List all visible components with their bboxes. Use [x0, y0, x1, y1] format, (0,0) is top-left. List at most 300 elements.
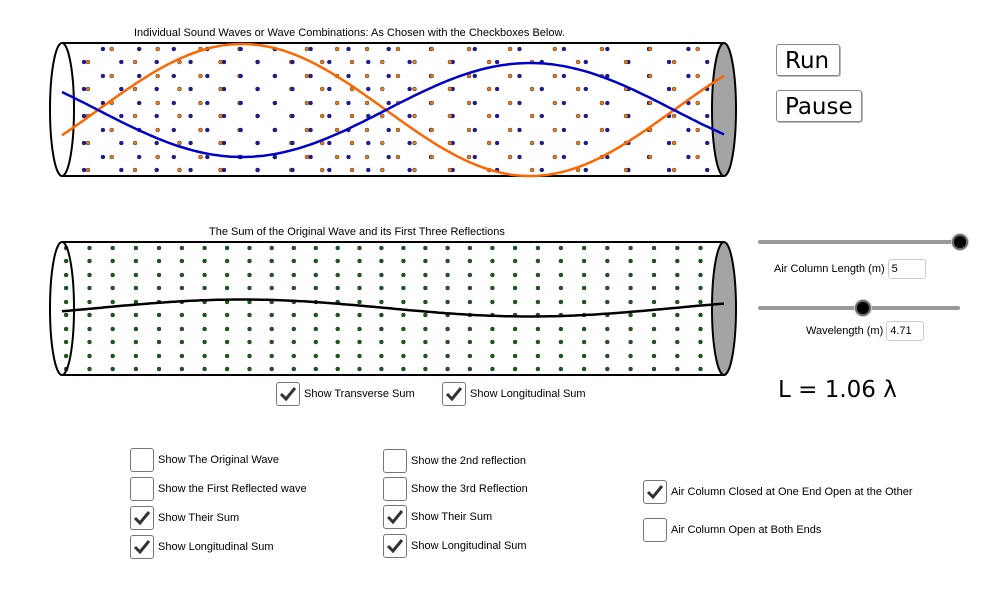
longitudinal-dot-orange [350, 114, 354, 118]
longitudinal-dot-green [180, 286, 184, 290]
longitudinal-dot-blue [172, 155, 176, 159]
checkbox-label[interactable]: Show Their Sum [158, 512, 240, 524]
top-tube-closed-end-cap [712, 43, 736, 176]
checkbox-box[interactable] [383, 449, 407, 473]
longitudinal-dot-green [490, 340, 494, 344]
longitudinal-dot-blue [686, 74, 690, 78]
open-both-ends-checkbox[interactable] [643, 518, 821, 542]
longitudinal-dot-orange [335, 128, 339, 132]
top-panel-title: Individual Sound Waves or Wave Combinations: As Chosen with the Checkboxes Below. [134, 27, 565, 39]
longitudinal-dot-green [468, 259, 472, 263]
longitudinal-dot-blue [189, 141, 193, 145]
longitudinal-dot-orange [320, 114, 324, 118]
checkbox-label[interactable]: Air Column Closed at One End Open at the Other [671, 486, 913, 498]
longitudinal-dot-blue [473, 155, 477, 159]
longitudinal-dot-green [292, 354, 296, 358]
checkbox-label[interactable]: Show the 3rd Reflection [411, 483, 528, 495]
longitudinal-dot-blue [222, 87, 226, 91]
longitudinal-dot-green [490, 259, 494, 263]
longitudinal-dot-green [652, 300, 656, 304]
longitudinal-dot-blue [172, 128, 176, 132]
longitudinal-dot-green [536, 367, 540, 371]
longitudinal-dot-green [401, 367, 405, 371]
longitudinal-dot-blue [473, 47, 477, 51]
checkbox-label[interactable]: Show Transverse Sum [304, 388, 415, 400]
longitudinal-dot-green [699, 300, 703, 304]
longitudinal-dot-orange [156, 101, 160, 105]
longitudinal-dot-green [652, 327, 656, 331]
longitudinal-dot-green [605, 259, 609, 263]
longitudinal-dot-green [270, 286, 274, 290]
air-column-length-slider[interactable] [758, 234, 960, 250]
longitudinal-dot-blue [137, 47, 141, 51]
pause-button[interactable]: Pause [776, 90, 862, 122]
longitudinal-dot-green [180, 327, 184, 331]
longitudinal-dot-green [88, 286, 92, 290]
longitudinal-dot-blue [155, 141, 159, 145]
longitudinal-dot-green [490, 327, 494, 331]
longitudinal-dot-green [64, 313, 68, 317]
air-column-length-field [774, 259, 926, 279]
longitudinal-dot-green [248, 286, 252, 290]
longitudinal-dot-green [358, 327, 362, 331]
longitudinal-dot-orange [86, 141, 90, 145]
longitudinal-dot-green [64, 273, 68, 277]
longitudinal-dot-blue [172, 74, 176, 78]
longitudinal-dot-orange [110, 155, 114, 159]
air-column-length-slider-track[interactable] [758, 240, 960, 244]
longitudinal-dot-green [358, 367, 362, 371]
checkbox-label[interactable]: Show Longitudinal Sum [470, 388, 586, 400]
longitudinal-dot-orange [430, 155, 434, 159]
longitudinal-dot-green [180, 354, 184, 358]
longitudinal-dot-orange [696, 128, 700, 132]
longitudinal-dot-green [446, 286, 450, 290]
longitudinal-dot-blue [256, 141, 260, 145]
longitudinal-dot-green [64, 327, 68, 331]
longitudinal-dot-green [134, 313, 138, 317]
longitudinal-dot-green [292, 327, 296, 331]
longitudinal-dot-green [490, 354, 494, 358]
longitudinal-dot-green [605, 246, 609, 250]
longitudinal-dot-orange [487, 114, 491, 118]
longitudinal-dot-blue [408, 87, 412, 91]
longitudinal-dot-green [559, 300, 563, 304]
longitudinal-dot-green [652, 313, 656, 317]
longitudinal-dot-blue [705, 168, 709, 172]
longitudinal-dot-green [582, 246, 586, 250]
longitudinal-dot-blue [82, 60, 86, 64]
longitudinal-dot-blue [408, 60, 412, 64]
longitudinal-dot-green [379, 327, 383, 331]
longitudinal-dot-blue [222, 114, 226, 118]
longitudinal-dot-orange [508, 128, 512, 132]
longitudinal-dot-orange [487, 60, 491, 64]
longitudinal-dot-green [248, 273, 252, 277]
longitudinal-dot-green [582, 273, 586, 277]
longitudinal-dot-blue [222, 168, 226, 172]
longitudinal-dot-green [111, 259, 115, 263]
show-their-sum-checkbox-2[interactable] [383, 505, 492, 529]
checkbox-box[interactable] [643, 518, 667, 542]
longitudinal-dot-green [248, 246, 252, 250]
longitudinal-dot-blue [119, 87, 123, 91]
longitudinal-dot-orange [672, 60, 676, 64]
longitudinal-dot-orange [413, 141, 417, 145]
longitudinal-dot-blue [705, 141, 709, 145]
longitudinal-dot-green [699, 340, 703, 344]
checkbox-box[interactable] [130, 535, 154, 559]
checkbox-label[interactable]: Show Their Sum [411, 511, 493, 523]
longitudinal-dot-orange [648, 74, 652, 78]
longitudinal-dot-orange [178, 87, 182, 91]
wavelength-slider-knob[interactable] [855, 300, 871, 316]
longitudinal-dot-orange [576, 87, 580, 91]
longitudinal-dot-green [652, 246, 656, 250]
checkbox-box[interactable] [383, 477, 407, 501]
checkbox-box[interactable] [130, 506, 154, 530]
longitudinal-dot-green [699, 273, 703, 277]
longitudinal-dot-green [88, 367, 92, 371]
check-mark-icon [133, 510, 151, 526]
checkbox-box[interactable] [383, 505, 407, 529]
longitudinal-dot-green [358, 286, 362, 290]
longitudinal-dot-orange [86, 87, 90, 91]
longitudinal-dot-blue [540, 114, 544, 118]
longitudinal-dot-blue [540, 87, 544, 91]
checkbox-label[interactable]: Show the First Reflected wave [158, 483, 307, 495]
show-transverse-sum-checkbox[interactable] [276, 382, 415, 406]
longitudinal-dot-green [358, 354, 362, 358]
longitudinal-dot-green [423, 354, 427, 358]
longitudinal-dot-blue [137, 155, 141, 159]
longitudinal-dot-green [88, 340, 92, 344]
checkbox-label[interactable]: Show the 2nd reflection [411, 455, 526, 467]
longitudinal-dot-blue [273, 101, 277, 105]
longitudinal-dot-orange [530, 114, 534, 118]
longitudinal-dot-blue [291, 87, 295, 91]
longitudinal-dot-green [401, 246, 405, 250]
length-wavelength-ratio: L = 1.06 λ [778, 377, 897, 403]
longitudinal-dot-blue [387, 128, 391, 132]
checkbox-box[interactable] [130, 477, 154, 501]
longitudinal-dot-green [225, 354, 229, 358]
longitudinal-dot-green [582, 354, 586, 358]
longitudinal-dot-blue [584, 168, 588, 172]
air-column-length-slider-knob[interactable] [952, 234, 968, 250]
longitudinal-dot-green [536, 300, 540, 304]
longitudinal-dot-blue [584, 87, 588, 91]
longitudinal-dot-orange [530, 141, 534, 145]
air-column-length-input[interactable] [888, 259, 926, 279]
longitudinal-dot-green [446, 354, 450, 358]
longitudinal-dot-blue [101, 128, 105, 132]
longitudinal-dot-blue [309, 101, 313, 105]
longitudinal-dot-green [292, 246, 296, 250]
longitudinal-dot-blue [686, 155, 690, 159]
longitudinal-dot-orange [86, 168, 90, 172]
longitudinal-dot-blue [327, 87, 331, 91]
longitudinal-dot-green [699, 354, 703, 358]
longitudinal-dot-green [379, 286, 383, 290]
closed-one-end-checkbox[interactable] [643, 480, 913, 504]
bottom-tube-left-opening [50, 242, 74, 375]
longitudinal-dot-green [203, 340, 207, 344]
longitudinal-dot-orange [624, 60, 628, 64]
checkbox-box[interactable] [276, 382, 300, 406]
longitudinal-dot-green [314, 273, 318, 277]
longitudinal-dot-green [582, 340, 586, 344]
longitudinal-dot-blue [540, 168, 544, 172]
longitudinal-dot-orange [365, 128, 369, 132]
longitudinal-dot-green [699, 246, 703, 250]
longitudinal-dot-orange [380, 141, 384, 145]
checkbox-label[interactable]: Show Longitudinal Sum [411, 540, 527, 552]
longitudinal-dot-green [446, 340, 450, 344]
longitudinal-dot-green [248, 367, 252, 371]
longitudinal-dot-orange [672, 87, 676, 91]
longitudinal-dot-orange [576, 114, 580, 118]
checkbox-box[interactable] [442, 382, 466, 406]
longitudinal-dot-blue [101, 47, 105, 51]
longitudinal-dot-blue [605, 101, 609, 105]
longitudinal-dot-green [180, 313, 184, 317]
longitudinal-dot-orange [396, 47, 400, 51]
show-2nd-reflection-checkbox[interactable] [383, 449, 526, 473]
longitudinal-dot-blue [605, 47, 609, 51]
longitudinal-dot-green [379, 340, 383, 344]
longitudinal-dot-blue [473, 128, 477, 132]
longitudinal-dot-blue [366, 87, 370, 91]
longitudinal-dot-blue [387, 155, 391, 159]
longitudinal-dot-green [699, 286, 703, 290]
longitudinal-dot-green [652, 273, 656, 277]
longitudinal-dot-green [652, 286, 656, 290]
longitudinal-dot-orange [448, 87, 452, 91]
longitudinal-dot-blue [82, 87, 86, 91]
longitudinal-dot-green [446, 273, 450, 277]
longitudinal-dot-green [88, 300, 92, 304]
longitudinal-dot-green [423, 313, 427, 317]
longitudinal-dot-green [699, 327, 703, 331]
longitudinal-dot-orange [467, 101, 471, 105]
wavelength-slider[interactable] [758, 300, 960, 316]
longitudinal-dot-blue [189, 168, 193, 172]
run-button[interactable]: Run [776, 44, 840, 76]
longitudinal-dot-blue [667, 141, 671, 145]
longitudinal-dot-green [134, 354, 138, 358]
wavelength-input[interactable] [886, 321, 924, 341]
longitudinal-dot-orange [672, 168, 676, 172]
longitudinal-dot-green [88, 354, 92, 358]
longitudinal-dot-green [513, 354, 517, 358]
longitudinal-dot-green [336, 313, 340, 317]
longitudinal-dot-orange [178, 168, 182, 172]
longitudinal-dot-orange [133, 114, 137, 118]
longitudinal-dot-green [536, 286, 540, 290]
longitudinal-dot-green [111, 340, 115, 344]
longitudinal-dot-green [468, 246, 472, 250]
longitudinal-dot-green [582, 300, 586, 304]
longitudinal-dot-orange [133, 168, 137, 172]
longitudinal-dot-blue [172, 101, 176, 105]
longitudinal-dot-blue [119, 141, 123, 145]
longitudinal-dot-green [379, 259, 383, 263]
longitudinal-dot-green [401, 259, 405, 263]
check-mark-icon [646, 484, 664, 500]
longitudinal-dot-green [314, 313, 318, 317]
longitudinal-dot-blue [189, 87, 193, 91]
longitudinal-dot-green [675, 340, 679, 344]
checkbox-label[interactable]: Air Column Open at Both Ends [671, 524, 822, 536]
longitudinal-dot-orange [508, 47, 512, 51]
longitudinal-dot-blue [667, 168, 671, 172]
longitudinal-dot-orange [508, 101, 512, 105]
longitudinal-dot-green [336, 327, 340, 331]
show-longitudinal-sum-checkbox-2[interactable] [383, 534, 527, 558]
longitudinal-dot-orange [430, 101, 434, 105]
longitudinal-dot-orange [110, 128, 114, 132]
longitudinal-dot-green [270, 327, 274, 331]
longitudinal-dot-green [490, 300, 494, 304]
longitudinal-dot-orange [133, 87, 137, 91]
longitudinal-dot-blue [101, 155, 105, 159]
longitudinal-dot-green [379, 300, 383, 304]
longitudinal-dot-orange [600, 128, 604, 132]
longitudinal-dot-green [675, 286, 679, 290]
longitudinal-dot-green [536, 259, 540, 263]
first-sum-wave-curve [62, 44, 724, 176]
longitudinal-dot-blue [347, 101, 351, 105]
longitudinal-dot-green [699, 367, 703, 371]
longitudinal-dot-green [292, 273, 296, 277]
longitudinal-dot-orange [156, 155, 160, 159]
longitudinal-dot-green [64, 354, 68, 358]
longitudinal-dot-green [134, 273, 138, 277]
longitudinal-dot-blue [327, 114, 331, 118]
longitudinal-dot-blue [82, 168, 86, 172]
longitudinal-dot-orange [199, 74, 203, 78]
longitudinal-dot-blue [273, 128, 277, 132]
longitudinal-dot-green [64, 300, 68, 304]
longitudinal-dot-orange [86, 60, 90, 64]
longitudinal-dot-green [536, 273, 540, 277]
longitudinal-dot-green [513, 367, 517, 371]
longitudinal-dot-orange [305, 155, 309, 159]
show-their-sum-checkbox-1[interactable] [130, 506, 239, 530]
longitudinal-dot-green [423, 273, 427, 277]
longitudinal-dot-green [111, 313, 115, 317]
longitudinal-dot-green [423, 340, 427, 344]
longitudinal-dot-orange [413, 114, 417, 118]
checkbox-box[interactable] [130, 448, 154, 472]
longitudinal-dot-orange [696, 47, 700, 51]
longitudinal-dot-blue [495, 114, 499, 118]
longitudinal-dot-green [314, 246, 318, 250]
longitudinal-dot-orange [365, 47, 369, 51]
longitudinal-dot-green [401, 327, 405, 331]
longitudinal-dot-blue [408, 141, 412, 145]
longitudinal-dot-green [652, 367, 656, 371]
longitudinal-dot-orange [413, 168, 417, 172]
longitudinal-dot-orange [467, 47, 471, 51]
longitudinal-dot-blue [495, 87, 499, 91]
longitudinal-dot-green [203, 313, 207, 317]
longitudinal-dot-blue [222, 60, 226, 64]
longitudinal-dot-blue [291, 141, 295, 145]
longitudinal-dot-blue [189, 114, 193, 118]
longitudinal-dot-green [490, 246, 494, 250]
longitudinal-dot-orange [576, 141, 580, 145]
longitudinal-dot-green [292, 367, 296, 371]
check-mark-icon [279, 386, 297, 402]
show-first-reflected-wave-checkbox[interactable] [130, 477, 307, 501]
longitudinal-dot-blue [256, 87, 260, 91]
longitudinal-dot-orange [430, 128, 434, 132]
longitudinal-dot-green [203, 286, 207, 290]
longitudinal-dot-green [490, 286, 494, 290]
longitudinal-dot-orange [199, 101, 203, 105]
longitudinal-dot-blue [309, 155, 313, 159]
longitudinal-dot-green [314, 340, 318, 344]
longitudinal-dot-green [699, 259, 703, 263]
longitudinal-dot-green [270, 354, 274, 358]
longitudinal-dot-green [358, 313, 362, 317]
longitudinal-dot-green [629, 327, 633, 331]
longitudinal-dot-blue [155, 87, 159, 91]
longitudinal-dot-blue [540, 141, 544, 145]
checkbox-box[interactable] [643, 480, 667, 504]
check-mark-icon [386, 509, 404, 525]
checkbox-label[interactable]: Show Longitudinal Sum [158, 541, 274, 553]
longitudinal-dot-green [111, 354, 115, 358]
longitudinal-dot-green [559, 259, 563, 263]
longitudinal-dot-green [605, 367, 609, 371]
show-original-wave-checkbox[interactable] [130, 448, 279, 472]
show-longitudinal-sum-checkbox-1[interactable] [130, 535, 274, 559]
checkbox-box[interactable] [383, 534, 407, 558]
longitudinal-dot-green [111, 367, 115, 371]
show-3rd-reflection-checkbox[interactable] [383, 477, 528, 501]
longitudinal-dot-blue [205, 155, 209, 159]
longitudinal-dot-green [559, 367, 563, 371]
longitudinal-dot-green [605, 273, 609, 277]
longitudinal-dot-blue [273, 155, 277, 159]
longitudinal-dot-green [605, 300, 609, 304]
longitudinal-dot-green [379, 273, 383, 277]
longitudinal-dot-green [675, 327, 679, 331]
longitudinal-dot-green [401, 340, 405, 344]
longitudinal-dot-green [336, 246, 340, 250]
longitudinal-dot-green [225, 246, 229, 250]
longitudinal-dot-orange [448, 60, 452, 64]
longitudinal-dot-orange [600, 47, 604, 51]
longitudinal-dot-green [629, 259, 633, 263]
longitudinal-dot-blue [473, 101, 477, 105]
longitudinal-dot-green [446, 259, 450, 263]
bottom-tube-closed-end-cap [712, 242, 736, 375]
longitudinal-dot-green [225, 273, 229, 277]
show-longitudinal-sum-checkbox[interactable] [442, 382, 586, 406]
longitudinal-dot-green [292, 286, 296, 290]
longitudinal-dot-orange [365, 74, 369, 78]
longitudinal-dot-green [111, 327, 115, 331]
longitudinal-dot-blue [584, 114, 588, 118]
longitudinal-dot-green [582, 286, 586, 290]
checkbox-label[interactable]: Show The Original Wave [158, 454, 280, 466]
longitudinal-dot-green [248, 340, 252, 344]
longitudinal-dot-blue [291, 60, 295, 64]
